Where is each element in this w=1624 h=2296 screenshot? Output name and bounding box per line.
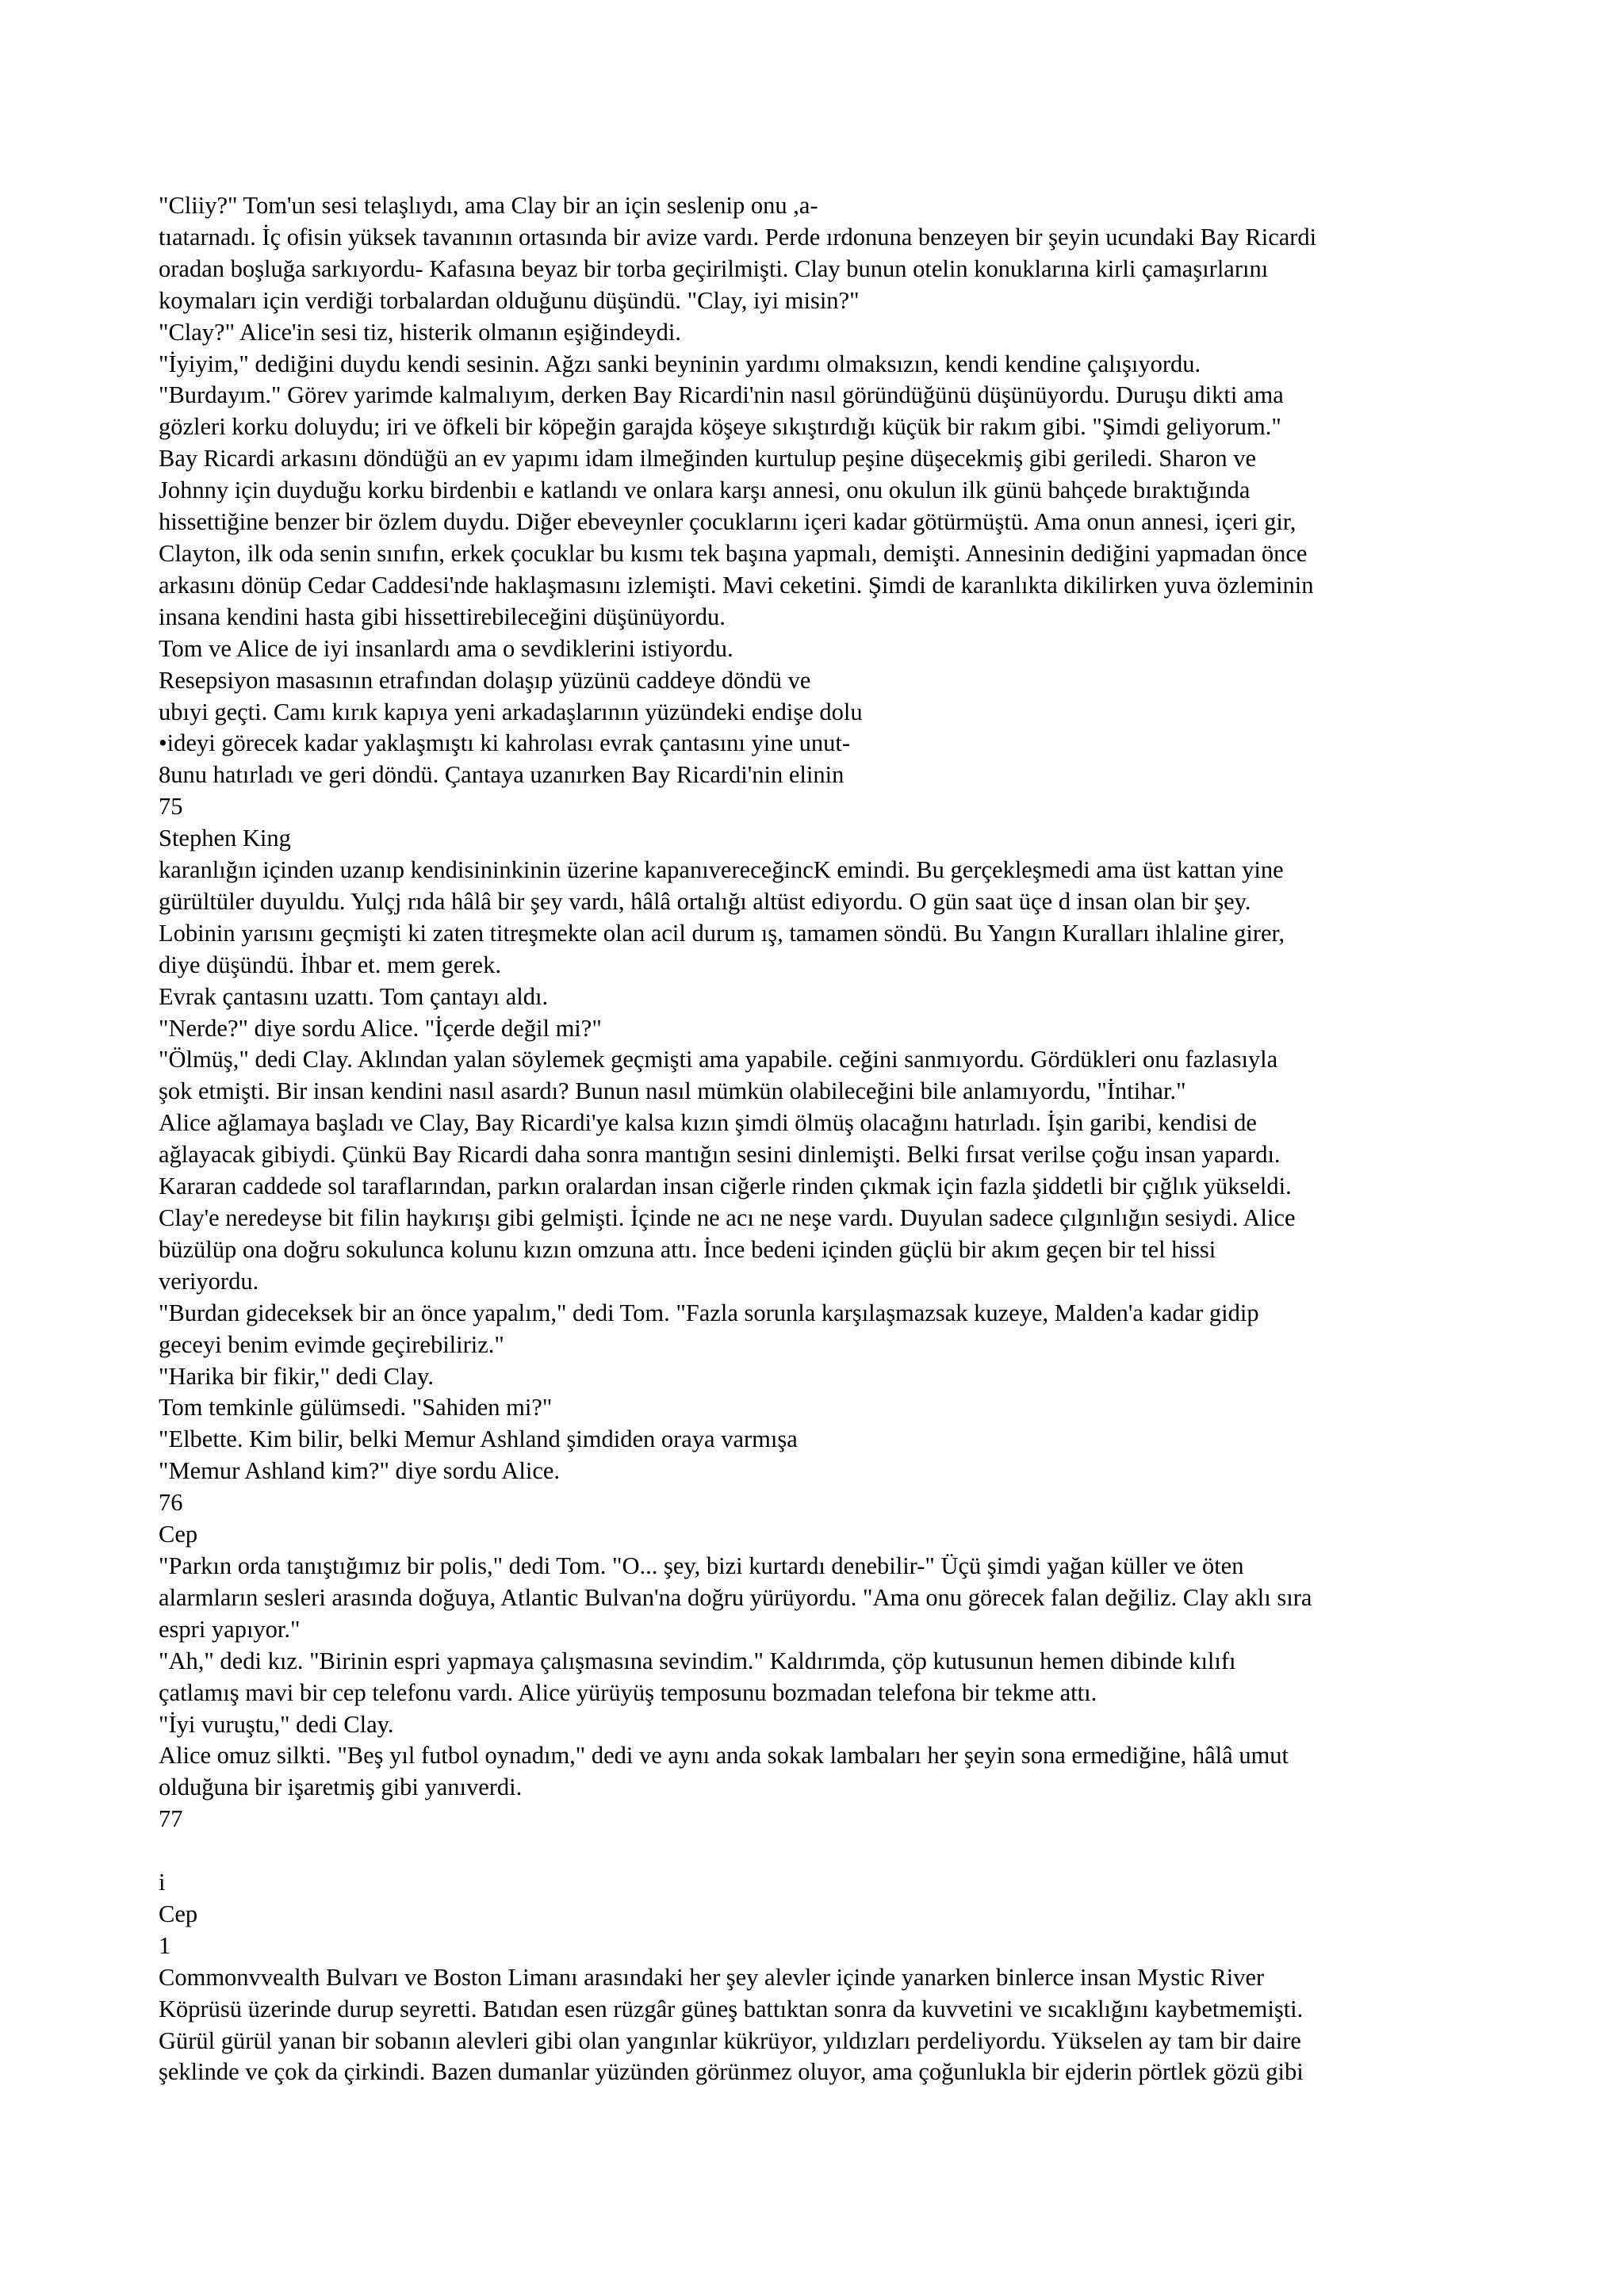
- text-line: Cep: [159, 1521, 198, 1548]
- text-line: Gürül gürül yanan bir sobanın alevleri gibi olan yangınlar kükrüyor, yıldızları perdeliyordu. Yükselen ay tam bir daire: [159, 2026, 1301, 2054]
- document-page: [159, 190, 1570, 2088]
- text-line: Bay Ricardi arkasını döndüğü an ev yapımı idam ilmeğinden kurtulup peşine düşecekmiş gibi geriledi. Sharon ve: [159, 445, 1257, 473]
- text-line: alarmların sesleri arasında doğuya, Atlantic Bulvan'na doğru yürüyordu. "Ama onu görecek falan değiliz. Clay aklı sıra: [159, 1583, 1312, 1611]
- text-line: "Burdan gideceksek bir an önce yapalım," dedi Tom. "Fazla sorunla karşılaşmazsak kuzeye, Malden'a kadar gidip: [159, 1299, 1259, 1326]
- text-line: olduğuna bir işaretmiş gibi yanıverdi.: [159, 1774, 523, 1801]
- text-line: şeklinde ve çok da çirkindi. Bazen dumanlar yüzünden görünmez oluyor, ama çoğunlukla bir ejderin pörtlek gözü gibi: [159, 2058, 1304, 2086]
- text-line: "Nerde?" diye sordu Alice. "İçerde değil mi?": [159, 1014, 602, 1042]
- text-line: Stephen King: [159, 825, 291, 852]
- text-line: "Parkın orda tanıştığımız bir polis," dedi Tom. "O... şey, bizi kurtardı denebilir-" Üçü şimdi yağan küller ve öten: [159, 1552, 1244, 1579]
- text-line: Resepsiyon masasının etrafından dolaşıp yüzünü caddeye döndü ve: [159, 666, 811, 694]
- text-line: Commonvvealth Bulvarı ve Boston Limanı arasındaki her şey alevler içinde yanarken binlerce insan Mystic River: [159, 1963, 1265, 1991]
- text-line: gürültüler duyuldu. Yulçj rıda hâlâ bir şey vardı, hâlâ ortalığı altüst ediyordu. O gün saat üçe d insan olan bir şey.: [159, 887, 1251, 915]
- text-line: "Cliiy?" Tom'un sesi telaşlıydı, ama Clay bir an için seslenip onu ,a-: [159, 192, 818, 219]
- text-line: insana kendini hasta gibi hissettirebileceğini düşünüyordu.: [159, 603, 726, 630]
- text-line: tıatarnadı. İç ofisin yüksek tavanının ortasında bir avize vardı. Perde ırdonuna benzeyen bir şeyin ucundaki Bay Ricardi: [159, 223, 1317, 251]
- text-line: çatlamış mavi bir cep telefonu vardı. Alice yürüyüş temposunu bozmadan telefona bir tekme attı.: [159, 1678, 1097, 1706]
- text-line: "Burdayım." Görev yarimde kalmalıyım, derken Bay Ricardi'nin nasıl göründüğünü düşünüyordu. Duruşu dikti ama: [159, 381, 1284, 409]
- text-line: "İyiyim," dediğini duydu kendi sesinin. Ağzı sanki beyninin yardımı olmaksızın, kendi kendine çalışıyordu.: [159, 350, 1201, 377]
- text-line: 77: [159, 1805, 183, 1833]
- text-line: "Harika bir fikir," dedi Clay.: [159, 1362, 434, 1390]
- text-line: büzülüp ona doğru sokulunca kolunu kızın omzuna attı. İnce bedeni içinden güçlü bir akım geçen bir tel hissi: [159, 1235, 1216, 1263]
- text-line: ağlayacak gibiydi. Çünkü Bay Ricardi daha sonra mantığın sesini dinlemişti. Belki fırsat verilse çoğu insan yapardı.: [159, 1141, 1281, 1169]
- text-line: koymaları için verdiği torbalardan olduğunu düşündü. "Clay, iyi misin?": [159, 286, 860, 314]
- text-line: espri yapıyor.": [159, 1615, 301, 1643]
- text-line: "Ölmüş," dedi Clay. Aklından yalan söylemek geçmişti ama yapabile. ceğini sanmıyordu. Gördükleri onu fazlasıyla: [159, 1046, 1278, 1073]
- text-line: oradan boşluğa sarkıyordu- Kafasına beyaz bir torba geçirilmişti. Clay bunun otelin konuklarına kirli çamaşırlarını: [159, 254, 1269, 282]
- text-line: [159, 1835, 1570, 1867]
- text-line: •ideyi görecek kadar yaklaşmıştı ki kahrolası evrak çantasını yine unut-: [159, 729, 851, 757]
- text-line: Tom temkinle gülümsedi. "Sahiden mi?": [159, 1394, 553, 1422]
- text-line: 8unu hatırladı ve geri döndü. Çantaya uzanırken Bay Ricardi'nin elinin: [159, 761, 845, 789]
- text-line: Alice ağlamaya başladı ve Clay, Bay Ricardi'ye kalsa kızın şimdi ölmüş olacağını hatırladı. İşin garibi, kendisi de: [159, 1109, 1257, 1137]
- text-line: 76: [159, 1489, 183, 1517]
- text-line: Clay'e neredeyse bit filin haykırışı gibi gelmişti. İçinde ne acı ne neşe vardı. Duyulan sadece çılgınlığın sesiydi. Alice: [159, 1204, 1296, 1231]
- text-line: "İyi vuruştu," dedi Clay.: [159, 1710, 394, 1738]
- text-line: Evrak çantasını uzattı. Tom çantayı aldı.: [159, 982, 549, 1010]
- text-line: "Ah," dedi kız. "Birinin espri yapmaya çalışmasına sevindim." Kaldırımda, çöp kutusunun hemen dibinde kılıfı: [159, 1647, 1236, 1674]
- text-line: Clayton, ilk oda senin sınıfın, erkek çocuklar bu kısmı tek başına yapmalı, demişti. Annesinin dediğini yapmadan önce: [159, 539, 1308, 567]
- text-line: geceyi benim evimde geçirebiliriz.": [159, 1330, 504, 1358]
- text-line: Cep: [159, 1900, 198, 1927]
- text-line: veriyordu.: [159, 1267, 259, 1295]
- text-line: hissettiğine benzer bir özlem duydu. Diğer ebeveynler çocuklarını içeri kadar götürmüştü. Ama onun annesi, içeri gir,: [159, 508, 1297, 536]
- text-line: "Memur Ashland kim?" diye sordu Alice.: [159, 1457, 561, 1485]
- text-line: şok etmişti. Bir insan kendini nasıl asardı? Bunun nasıl mümkün olabileceğini bile anlamıyordu, "İntihar.": [159, 1077, 1186, 1105]
- text-line: Kararan caddede sol taraflarından, parkın oralardan insan ciğerle rinden çıkmak için fazla şiddetli bir çığlık yükseldi.: [159, 1173, 1292, 1200]
- text-line: gözleri korku doluydu; iri ve öfkeli bir köpeğin garajda köşeye sıkıştırdığı küçük bir rakım gibi. "Şimdi geliyorum.": [159, 413, 1281, 441]
- text-line: "Clay?" Alice'in sesi tiz, histerik olmanın eşiğindeydi.: [159, 318, 681, 346]
- text-line: Köprüsü üzerinde durup seyretti. Batıdan esen rüzgâr güneş battıktan sonra da kuvvetini ve sıcaklığını kaybetmemişti.: [159, 1995, 1304, 2022]
- text-line: Johnny için duyduğu korku birdenbiı e katlandı ve onlara karşı annesi, onu okulun ilk günü bahçede bıraktığında: [159, 476, 1251, 504]
- text-line: karanlığın içinden uzanıp kendisininkinin üzerine kapanıvereceğincK emindi. Bu gerçekleşmedi ama üst kattan yine: [159, 856, 1284, 884]
- text-line: arkasını dönüp Cedar Caddesi'nde haklaşmasını izlemişti. Mavi ceketini. Şimdi de karanlıkta dikilirken yuva özleminin: [159, 571, 1314, 599]
- text-line: 75: [159, 793, 183, 821]
- text-line: Lobinin yarısını geçmişti ki zaten titreşmekte olan acil durum ış, tamamen söndü. Bu Yangın Kuralları ihlaline girer,: [159, 919, 1285, 947]
- text-line: "Elbette. Kim bilir, belki Memur Ashland şimdiden oraya varmışa: [159, 1425, 798, 1453]
- text-line: 1: [159, 1931, 171, 1959]
- text-line: diye düşündü. İhbar et. mem gerek.: [159, 951, 501, 978]
- text-line: Tom ve Alice de iyi insanlardı ama o sevdiklerini istiyordu.: [159, 634, 733, 662]
- text-line: i: [159, 1869, 166, 1896]
- text-line: ubıyi geçti. Camı kırık kapıya yeni arkadaşlarının yüzündeki endişe dolu: [159, 698, 863, 725]
- text-line: Alice omuz silkti. "Beş yıl futbol oynadım," dedi ve aynı anda sokak lambaları her şeyin sona ermediğine, hâlâ umut: [159, 1742, 1289, 1770]
